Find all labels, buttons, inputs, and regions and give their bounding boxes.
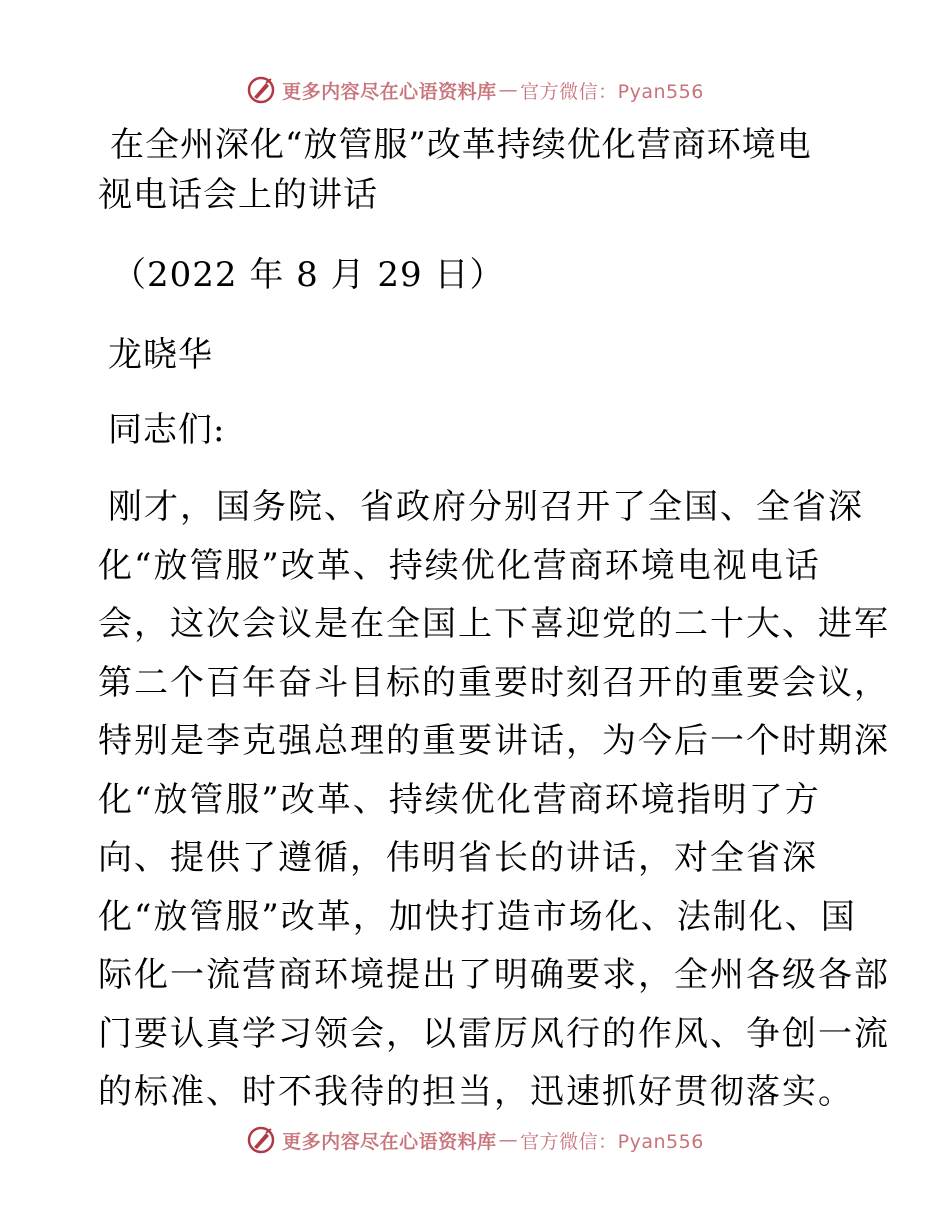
body-line: 向、提供了遵循，伟明省长的讲话，对全省深: [98, 838, 818, 878]
quill-logo-icon: [246, 75, 276, 105]
header-watermark: [0, 70, 950, 110]
watermark-separator: —: [498, 1129, 519, 1151]
footer-watermark: [0, 1120, 950, 1160]
body-line: 门要认真学习领会，以雷厉风行的作风、争创一流: [98, 1013, 890, 1054]
body-paragraph: [98, 478, 890, 1122]
document-date: （2022 年 8 月 29 日）: [112, 255, 505, 295]
watermark-main-text: 更多内容尽在心语资料库: [282, 1130, 497, 1153]
quill-logo-icon: [246, 1125, 276, 1155]
greeting: 同志们:: [108, 410, 226, 450]
body-line: 化“放管服”改革，加快打造市场化、法制化、国: [98, 896, 857, 937]
body-line: 化“放管服”改革、持续优化营商环境指明了方: [98, 779, 821, 820]
watermark-suffix: 官方微信：Pyan556: [520, 1130, 704, 1153]
body-line: 会，这次会议是在全国上下喜迎党的二十大、进军: [98, 604, 890, 644]
title-line-1: 在全州深化“放管服”改革持续优化营商环境电: [110, 125, 812, 165]
watermark-separator: —: [498, 79, 519, 101]
watermark-main-text: 更多内容尽在心语资料库: [282, 80, 497, 103]
body-line: 第二个百年奋斗目标的重要时刻召开的重要会议，: [98, 662, 890, 703]
body-line: 际化一流营商环境提出了明确要求，全州各级各部: [98, 955, 890, 995]
watermark-suffix: 官方微信：Pyan556: [520, 80, 704, 103]
body-line: 特别是李克强总理的重要讲话，为今后一个时期深: [98, 721, 890, 761]
body-line: 刚才，国务院、省政府分别召开了全国、全省深: [108, 487, 864, 527]
body-line: 的标准、时不我待的担当，迅速抓好贯彻落实。: [98, 1072, 854, 1112]
document-author: 龙晓华: [108, 335, 213, 375]
body-line: 化“放管服”改革、持续优化营商环境电视电话: [98, 545, 821, 586]
document-title: [98, 120, 858, 220]
title-line-2: 视电话会上的讲话: [98, 175, 378, 215]
